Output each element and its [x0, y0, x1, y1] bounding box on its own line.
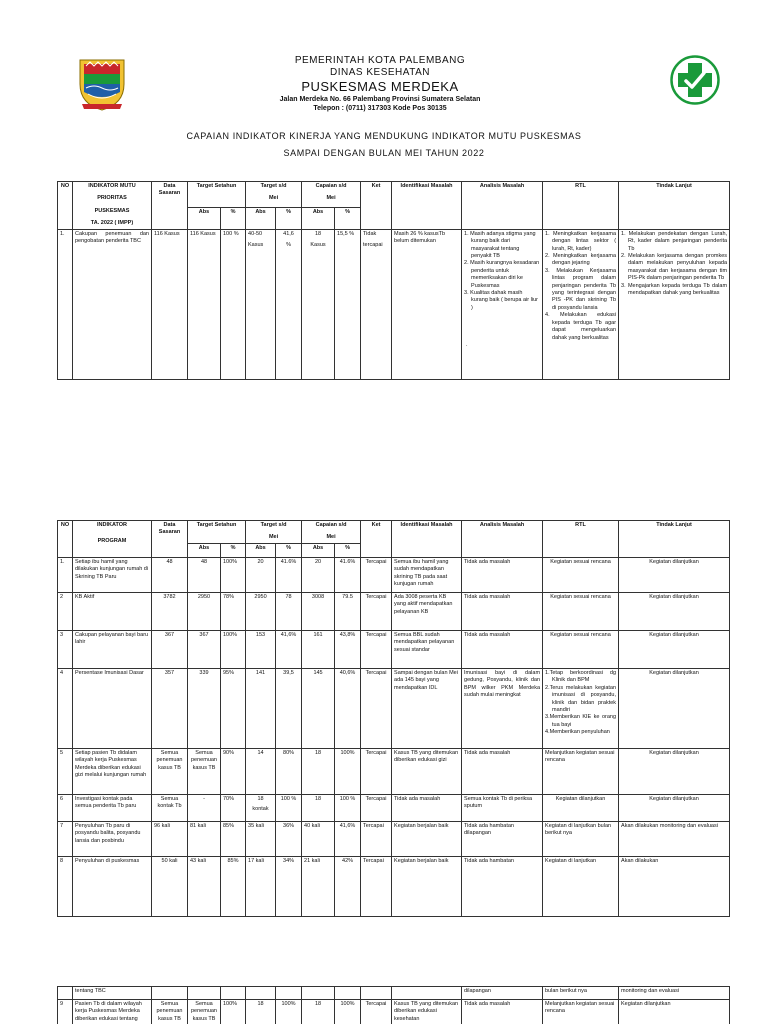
list-item: 3.Memberikan KIE ke orang tua bayi [545, 714, 617, 728]
indikator-line: PROGRAM [97, 538, 127, 545]
cell-ket: Tercapai [361, 557, 392, 592]
col-rtl: RTL [543, 521, 619, 558]
cell-ts-pct: 100% [221, 1000, 246, 1024]
col-analisis: Analisis Masalah [462, 521, 543, 558]
col-pct: % [335, 208, 361, 229]
col-target-sd [246, 521, 302, 544]
table-row [58, 592, 730, 630]
cell-rtl: Melanjutkan kegiatan sesuai rencana [543, 748, 619, 794]
cell-tindak: Akan dilakukan [619, 856, 730, 916]
letterhead [0, 0, 768, 120]
list-item: 2.Terus melakukan kegiatan imunisasi di posyandu, klinik dan bidan praktek mandiri [545, 684, 617, 713]
cell-ts-abs: Semua penemuan kasus TB [188, 748, 221, 794]
cell-ts-pct: 70% [221, 794, 246, 821]
cell-empty [246, 987, 276, 1000]
cell-ts-pct: 85% [221, 856, 246, 916]
cell-cm-pct: 100% [335, 1000, 361, 1024]
cell-cm-abs: 145 [302, 668, 335, 748]
cell-text: 40-50 [248, 230, 263, 237]
col-capaian-sd [302, 521, 361, 544]
cell-ts-pct: 95% [221, 668, 246, 748]
cell-tm-pct [276, 229, 302, 379]
cell-ts-pct: 85% [221, 821, 246, 856]
header-department: DINAS KESEHATAN [330, 67, 430, 78]
cell-analisis: Tidak ada masalah [462, 630, 543, 668]
cell-tm-pct: 78 [276, 592, 302, 630]
cell-indikator: Cakupan pelayanan bayi baru lahir [73, 630, 152, 668]
col-ket: Ket [361, 182, 392, 230]
table-row [58, 557, 730, 592]
continuation-table [57, 986, 730, 1024]
table-row [58, 987, 730, 1000]
cell-rtl: Kegiatan sesuai rencana [543, 592, 619, 630]
cell-ket: Tercapai [361, 668, 392, 748]
cell-identifikasi: Semua BBL sudah mendapatkan pelayanan sesuai standar [392, 630, 462, 668]
cell-tindak: Kegiatan dilanjutkan [619, 794, 730, 821]
col-pct: % [335, 543, 361, 557]
cell-tm-abs: 141 [246, 668, 276, 748]
cell-empty [361, 987, 392, 1000]
cell-tm-pct: 34% [276, 856, 302, 916]
col-capaian-sd [302, 182, 361, 208]
cell-indikator: KB Aktif [73, 592, 152, 630]
header-text: Capaian s/d [315, 183, 347, 189]
cell-analisis: Tidak ada masalah [462, 557, 543, 592]
col-no: NO [58, 182, 73, 230]
cell-rtl: Kegiatan dilanjutkan [543, 794, 619, 821]
cell-tm-pct: 41.6% [276, 557, 302, 592]
cell-ts-abs: 48 [188, 557, 221, 592]
col-analisis: Analisis Masalah [462, 182, 543, 230]
cell-sasaran: 96 kali [152, 821, 188, 856]
cell-tindak: Kegiatan dilanjutkan [619, 748, 730, 794]
col-ket: Ket [361, 521, 392, 558]
col-abs: Abs [302, 208, 335, 229]
list-item: 1. Masih adanya stigma yang kurang baik dari masyarakat tentang penyakit TB [464, 230, 536, 259]
cell-cm-pct: 41,6% [335, 821, 361, 856]
cell-ket: Tercapai [361, 1000, 392, 1024]
cell-indikator: Persentase Imunisasi Dasar [73, 668, 152, 748]
list-item: 3. Melakukan Kerjasama lintas program dalam penjaringan penderita Tb yang terintegrasi dengan PIS -PK dan skrining Tb di posyandu lansia [545, 267, 617, 311]
col-abs: Abs [188, 543, 221, 557]
cell-indikator: tentang TBC [73, 987, 152, 1000]
cell-tindak: monitoring dan evaluasi [619, 987, 730, 1000]
cell-cm-pct: 100 % [335, 794, 361, 821]
cell-text: 18 [314, 230, 322, 237]
cell-text: tercapai [363, 242, 383, 249]
cell-cm-pct: 43,8% [335, 630, 361, 668]
header-text: Mei [268, 195, 279, 202]
puskesmas-cross-logo [670, 55, 720, 105]
cell-tm-abs: 2950 [246, 592, 276, 630]
cell-sasaran: 357 [152, 668, 188, 748]
cell-text: Tidak [363, 230, 377, 237]
col-target-setahun: Target Setahun [188, 521, 246, 544]
table-row [58, 821, 730, 856]
cell-analisis: Tidak ada masalah [462, 748, 543, 794]
cell-analisis: Tidak ada masalah [462, 592, 543, 630]
cell-ts-pct: 78% [221, 592, 246, 630]
cell-empty [302, 987, 335, 1000]
cell-cm-abs: 3008 [302, 592, 335, 630]
program-table [57, 520, 730, 917]
cell-tindak: Kegiatan dilanjutkan [619, 557, 730, 592]
header-puskesmas: PUSKESMAS MERDEKA [301, 79, 459, 94]
cell-tm-pct: 39,5 [276, 668, 302, 748]
cell-empty [221, 987, 246, 1000]
cell-cm-abs: 20 [302, 557, 335, 592]
cell-ts-pct: 100 % [221, 229, 246, 379]
col-identifikasi: Identifikasi Masalah [392, 182, 462, 230]
cell-ts-pct: 100% [221, 557, 246, 592]
cell-indikator: Setiap pasien Tb didalam wilayah kerja Puskesmas Merdeka diberikan edukasi gizi melalui kunjungan rumah [73, 748, 152, 794]
cell-cm-abs: 21 kali [302, 856, 335, 916]
cell-cm-pct: 15,5 % [335, 229, 361, 379]
cell-ket: Tercapai [361, 821, 392, 856]
cell-tm-pct: 100% [276, 1000, 302, 1024]
col-tindak-lanjut: Tindak Lanjut [619, 521, 730, 558]
col-pct: % [276, 543, 302, 557]
cell-ts-pct: 100% [221, 630, 246, 668]
cell-empty [335, 987, 361, 1000]
table-row [58, 630, 730, 668]
cell-cm-pct: 42% [335, 856, 361, 916]
cell-text: . [466, 342, 468, 349]
cell-ts-abs: - [188, 794, 221, 821]
cell-text: Kasus [310, 242, 326, 249]
header-text: Capaian s/d [315, 522, 347, 528]
cell-analisis: Imunisasi bayi di dalam gedung, Posyandu, klinik dan BPM wilker PKM Merdeka sudah mulai meningkat [462, 668, 543, 748]
header-text: Mei [326, 195, 336, 202]
list-item: 2. Masih kurangnya kesadaran penderita untuk memeriksakan diri ke Puskesmas [464, 260, 540, 289]
cell-tm-abs: 153 [246, 630, 276, 668]
cell-sasaran: 48 [152, 557, 188, 592]
cell-ts-abs: 2950 [188, 592, 221, 630]
cell-rtl: Kegiatan di lanjutkan [543, 856, 619, 916]
cell-identifikasi: Kasus TB yang ditemukan diberikan edukasi gizi [392, 748, 462, 794]
col-rtl: RTL [543, 182, 619, 230]
cell-tindak: Kegiatan dilanjutkan [619, 592, 730, 630]
header-text: Target s/d [260, 183, 287, 189]
cell-rtl: bulan berikut nya [543, 987, 619, 1000]
cell-cm-abs: 18 [302, 748, 335, 794]
col-pct: % [221, 208, 246, 229]
cell-cm-abs: 40 kali [302, 821, 335, 856]
cell-ts-abs: 339 [188, 668, 221, 748]
cell-empty [392, 987, 462, 1000]
table-row [58, 748, 730, 794]
cell-ts-abs: 81 kali [188, 821, 221, 856]
col-identifikasi: Identifikasi Masalah [392, 521, 462, 558]
impp-table [57, 181, 730, 380]
cell-rtl [543, 668, 619, 748]
indikator-line: PRIORITAS [97, 195, 127, 202]
cell-sasaran: Semua penemuan kasus TB [152, 748, 188, 794]
cell-analisis: Semua kontak Tb di periksa sputum [462, 794, 543, 821]
header-text: Mei [326, 534, 336, 541]
cell-ket [361, 229, 392, 379]
cell-text: 18 [257, 795, 264, 802]
table-row [58, 229, 730, 379]
cell-no: 4 [58, 668, 73, 748]
cell-text: % [286, 242, 291, 249]
header-text: Mei [268, 534, 279, 541]
cell-sasaran: Semua penemuan kasus TB [152, 1000, 188, 1024]
cell-text: Kasus [248, 242, 264, 249]
cell-sasaran: Semua kontak Tb [152, 794, 188, 821]
cell-sasaran: 116 Kasus [152, 229, 188, 379]
cell-indikator: Pasien Tb di dalam wilayah kerja Puskesmas Merdeka diberikan edukasi tentang [73, 1000, 152, 1024]
cell-ket: Tercapai [361, 592, 392, 630]
header-text: Target s/d [260, 522, 287, 528]
city-emblem-logo [78, 54, 126, 112]
cell-indikator: Penyuluhan di puskesmas [73, 856, 152, 916]
col-abs: Abs [302, 543, 335, 557]
cell-no [58, 987, 73, 1000]
cell-no: 1. [58, 557, 73, 592]
cell-ket: Tercapai [361, 856, 392, 916]
col-pct: % [276, 208, 302, 229]
header-government: PEMERINTAH KOTA PALEMBANG [294, 55, 466, 66]
cell-no: 9 [58, 1000, 73, 1024]
cell-no: 5 [58, 748, 73, 794]
cell-rtl: Kegiatan di lanjutkan bulan berikut nya [543, 821, 619, 856]
col-indikator-program [73, 521, 152, 558]
cell-analisis: Tidak ada masalah [462, 1000, 543, 1024]
col-target-setahun: Target Setahun [188, 182, 246, 208]
cell-ts-abs: 43 kali [188, 856, 221, 916]
cell-identifikasi: Semua ibu hamil yang sudah mendapatkan skrining TB pada saat kunjugan rumah [392, 557, 462, 592]
cell-tm-abs: 14 [246, 748, 276, 794]
cell-tm-pct: 80% [276, 748, 302, 794]
cell-empty [152, 987, 188, 1000]
cell-cm-abs: 18 [302, 794, 335, 821]
cell-tm-abs: 17 kali [246, 856, 276, 916]
list-item: 1. Melakukan pendekatan dengan Lurah, Rt, kader dalam penjaringan penderita Tb [621, 230, 728, 252]
cell-ts-abs: 367 [188, 630, 221, 668]
header-address: Jalan Merdeka No. 66 Palembang Provinsi Sumatera Selatan [279, 96, 481, 103]
list-item: 3. Kualitas dahak masih kurang baik ( berupa air liur ) [464, 290, 538, 311]
cell-tm-pct: 100 % [276, 794, 302, 821]
cell-cm-pct: 100% [335, 748, 361, 794]
col-tindak-lanjut: Tindak Lanjut [619, 182, 730, 230]
cell-cm-pct: 41.6% [335, 557, 361, 592]
table-row [58, 668, 730, 748]
cell-ket: Tercapai [361, 630, 392, 668]
cell-tindak [619, 229, 730, 379]
cell-cm-abs [302, 229, 335, 379]
cell-no: 6 [58, 794, 73, 821]
cell-tm-abs [246, 794, 276, 821]
indikator-line: PUSKESMAS [94, 207, 130, 214]
cell-identifikasi: Masih 26 % kasusTb belum ditemukan [392, 229, 462, 379]
cell-identifikasi: Sampai dengan bulan Mei ada 145 bayi yang mendapatkan IDL [392, 668, 462, 748]
cell-indikator: Penyuluhan Tb paru di posyandu balita, posyandu lansia dan posbindu [73, 821, 152, 856]
cell-tm-abs: 35 kali [246, 821, 276, 856]
cell-cm-pct: 79.5 [335, 592, 361, 630]
cell-tindak: Kegiatan dilanjutkan [619, 1000, 730, 1024]
cell-analisis [462, 229, 543, 379]
cell-ket: Tercapai [361, 794, 392, 821]
col-data-sasaran: Data Sasaran [152, 521, 188, 558]
document-subtitle: SAMPAI DENGAN BULAN MEI TAHUN 2022 [283, 148, 485, 158]
cell-identifikasi: Ada 3008 peserta KB yang aktif mendapatkan pelayanan KB [392, 592, 462, 630]
cell-sasaran: 3782 [152, 592, 188, 630]
cell-tm-abs: 18 [246, 1000, 276, 1024]
document-title: CAPAIAN INDIKATOR KINERJA YANG MENDUKUNG INDIKATOR MUTU PUSKESMAS [186, 131, 582, 141]
cell-indikator: Cakupan penemuan dan pengobatan penderita TBC [73, 229, 152, 379]
cell-tm-abs [246, 229, 276, 379]
col-data-sasaran: Data Sasaran [152, 182, 188, 230]
table-row [58, 794, 730, 821]
indikator-line: INDIKATOR [96, 522, 128, 528]
cell-no: 7 [58, 821, 73, 856]
cell-cm-pct: 40,6% [335, 668, 361, 748]
cell-indikator: Investigasi kontak pada semua penderita Tb paru [73, 794, 152, 821]
list-item: 2. Meningkatkan kerjasama dengan jejaring [545, 252, 617, 267]
cell-tindak: Kegiatan dilanjutkan [619, 668, 730, 748]
col-target-sd [246, 182, 302, 208]
col-pct: % [221, 543, 246, 557]
cell-tindak: Akan dilakukan monitoring dan evaluasi [619, 821, 730, 856]
cell-no: 1. [58, 229, 73, 379]
cell-no: 3 [58, 630, 73, 668]
cell-tm-pct: 36% [276, 821, 302, 856]
cell-rtl: Melanjutkan kegiatan sesuai rencana [543, 1000, 619, 1024]
cell-sasaran: 367 [152, 630, 188, 668]
cell-rtl [543, 229, 619, 379]
cell-cm-abs: 161 [302, 630, 335, 668]
cell-text: kontak [252, 806, 269, 813]
cell-empty [276, 987, 302, 1000]
header-phone: Telepon : (0711) 317303 Kode Pos 30135 [313, 105, 447, 112]
cell-empty [188, 987, 221, 1000]
cell-ts-pct: 90% [221, 748, 246, 794]
indikator-line: INDIKATOR MUTU [88, 183, 136, 189]
cell-rtl: Kegiatan sesuai rencana [543, 557, 619, 592]
col-abs: Abs [188, 208, 221, 229]
cell-tindak: Kegiatan dilanjutkan [619, 630, 730, 668]
table-row [58, 1000, 730, 1024]
cell-identifikasi: Tidak ada masalah [392, 794, 462, 821]
cell-analisis: Tidak ada hambatan [462, 856, 543, 916]
cell-sasaran: 50 kali [152, 856, 188, 916]
cell-cm-abs: 18 [302, 1000, 335, 1024]
col-indikator-mutu [73, 182, 152, 230]
list-item: 1.Tetap berkoordinasi dg Klinik dan BPM [545, 669, 617, 684]
cell-no: 8 [58, 856, 73, 916]
cell-no: 2 [58, 592, 73, 630]
list-item: 4.Memberikan penyuluhan [545, 729, 610, 736]
cell-tm-pct: 41,6% [276, 630, 302, 668]
cell-tm-abs: 20 [246, 557, 276, 592]
col-no: NO [58, 521, 73, 558]
cell-text: 41,6 [283, 230, 294, 237]
cell-analisis: Tidak ada hambatan dilapangan [462, 821, 543, 856]
list-item: 3. Mengajarkan kepada terduga Tb dalam mendapatkan dahak yang berkualitas [621, 282, 728, 297]
cell-ts-abs: 116 Kasus [188, 229, 221, 379]
cell-identifikasi: Kasus TB yang ditemukan diberikan edukasi kesehatan [392, 1000, 462, 1024]
table-row [58, 856, 730, 916]
cell-ts-abs: Semua penemuan kasus TB [188, 1000, 221, 1024]
cell-indikator: Setiap ibu hamil yang dilakukan kunjungan rumah di Skrining TB Paru [73, 557, 152, 592]
cell-identifikasi: Kegiatan berjalan baik [392, 856, 462, 916]
cell-ket: Tercapai [361, 748, 392, 794]
col-abs: Abs [246, 543, 276, 557]
cell-identifikasi: Kegiatan berjalan baik [392, 821, 462, 856]
list-item: 2. Melakukan kerjasama dengan promkes dalam melakukan penyuluhan kepada masyarakat dan kerjasama dengan tim PIS-Pk dalam penjaringan penderita Tb [621, 252, 728, 282]
indikator-line: TA. 2022 ( IMPP) [90, 220, 134, 227]
list-item: 1. Meningkatkan kerjasama dengan lintas sektor ( lurah, Rt, kader) [545, 230, 617, 252]
col-abs: Abs [246, 208, 276, 229]
cell-rtl: Kegiatan sesuai rencana [543, 630, 619, 668]
list-item: 4. Melakukan edukasi kepada terduga Tb agar dapat mengeluarkan dahak yang berkualitas [545, 312, 617, 341]
cell-analisis: dilapangan [462, 987, 543, 1000]
